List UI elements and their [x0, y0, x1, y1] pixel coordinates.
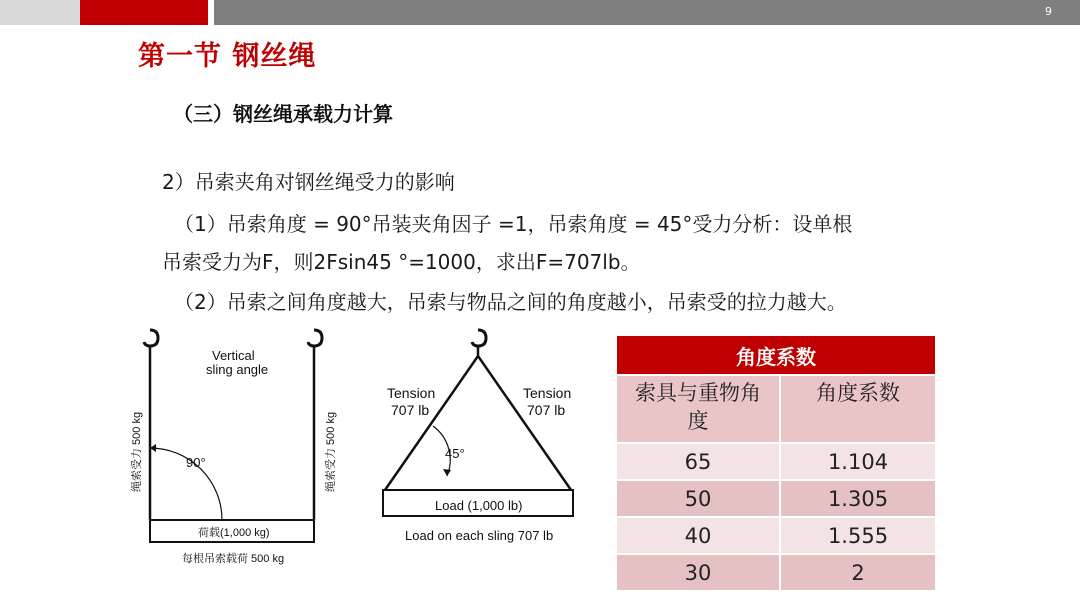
paragraph-4: （2）吊索之间角度越大，吊索与物品之间的角度越小，吊索受的拉力越大。	[174, 290, 847, 314]
caption-label: 每根吊索载荷 500 kg	[182, 553, 285, 565]
table-row	[617, 518, 937, 555]
table-row	[617, 444, 937, 481]
cell-angle: 50	[617, 481, 781, 518]
vertical-label-2: sling angle	[206, 362, 269, 377]
top-bar-accent	[80, 0, 208, 25]
cell-coefficient: 1.305	[781, 481, 937, 518]
paragraph-1: 2）吊索夹角对钢丝绳受力的影响	[162, 170, 455, 194]
cell-coefficient: 2	[781, 555, 937, 592]
column-header-angle	[617, 376, 781, 444]
table-title: 角度系数	[617, 336, 937, 376]
column-header-coefficient: 角度系数	[781, 376, 937, 444]
tension-left-2: 707 lb	[391, 402, 430, 418]
column-header-angle-line1: 索具与重物角	[635, 381, 761, 405]
section-subtitle: （三）钢丝绳承载力计算	[173, 102, 393, 126]
tension-left-1: Tension	[387, 385, 436, 401]
vertical-label-1: Vertical	[212, 348, 255, 363]
top-bar-right	[214, 0, 1080, 25]
cell-angle: 30	[617, 555, 781, 592]
cell-coefficient: 1.555	[781, 518, 937, 555]
slide-title: 第一节 钢丝绳	[138, 41, 317, 72]
cell-angle: 40	[617, 518, 781, 555]
left-hook-icon	[144, 330, 158, 346]
caption-label: Load on each sling 707 lb	[405, 528, 554, 543]
paragraph-2: （1）吊索角度 = 90°吊装夹角因子 =1，吊索角度 = 45°受力分析：设单根	[174, 212, 853, 236]
right-sling-line	[478, 356, 571, 490]
hook-icon	[472, 330, 486, 346]
tension-right-1: Tension	[523, 385, 572, 401]
tension-right-2: 707 lb	[527, 402, 566, 418]
arc-arrow-icon	[443, 469, 451, 476]
right-rope-label: 绳索受力 500 kg	[325, 411, 337, 492]
angled-sling-diagram	[375, 322, 585, 552]
load-label: Load (1,000 lb)	[435, 498, 523, 513]
table-row	[617, 481, 937, 518]
table-row	[617, 555, 937, 592]
left-sling-line	[385, 356, 478, 490]
top-bar-left	[0, 0, 80, 25]
page-number: 9	[1045, 5, 1052, 18]
cell-coefficient: 1.104	[781, 444, 937, 481]
right-hook-icon	[308, 330, 322, 346]
angle-label: 45°	[445, 446, 465, 461]
left-rope-label: 绳索受力 500 kg	[131, 411, 143, 492]
load-label: 荷载(1,000 kg)	[198, 527, 270, 539]
paragraph-3: 吊索受力为F，则2Fsin45 °=1000，求出F=707lb。	[162, 250, 641, 274]
vertical-sling-diagram	[120, 322, 350, 572]
column-header-angle-line2: 度	[687, 409, 709, 433]
angle-coefficient-table	[617, 336, 937, 592]
cell-angle: 65	[617, 444, 781, 481]
angle-label: 90°	[186, 455, 206, 470]
